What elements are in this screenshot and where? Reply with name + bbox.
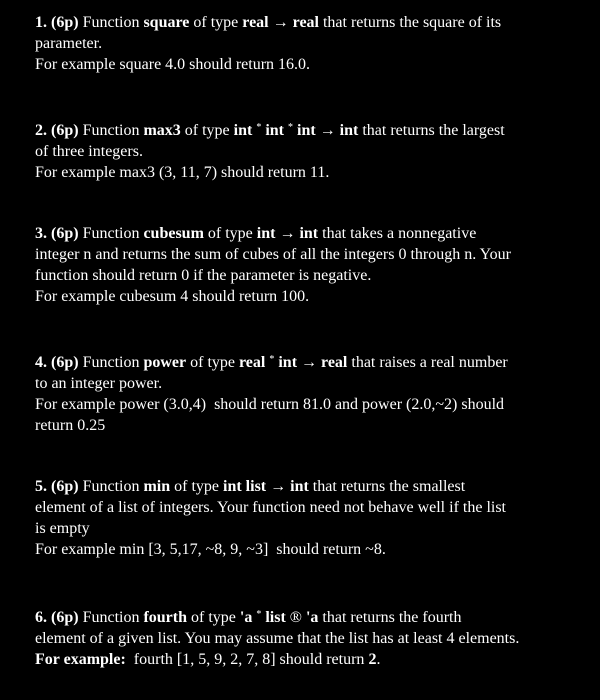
star-icon: * — [256, 122, 262, 133]
star-icon: * — [269, 354, 275, 365]
problem-points: (6p) — [51, 478, 79, 495]
problem-2 — [35, 117, 580, 183]
problem-1 — [35, 12, 580, 75]
function-name: power — [143, 354, 187, 371]
intro-text: Function — [82, 225, 140, 242]
function-name: cubesum — [143, 225, 204, 242]
type-in: int — [256, 225, 276, 242]
example-label: For example: — [35, 651, 126, 668]
type-of-text: of type — [174, 478, 219, 495]
intro-text: Function — [82, 14, 140, 31]
problem-number: 3. — [35, 225, 47, 242]
problem-3 — [35, 223, 580, 307]
problem-points: (6p) — [51, 225, 79, 242]
intro-text: Function — [82, 478, 140, 495]
type-out: 'a — [305, 609, 319, 626]
star-icon: * — [288, 122, 293, 133]
problem-3-example: For example cubesum 4 should return 100. — [35, 288, 310, 305]
function-name: min — [143, 478, 171, 495]
arrow-icon: → — [301, 354, 318, 371]
type-in: int list — [223, 478, 267, 495]
type-out: int — [339, 122, 359, 139]
star-icon: * — [256, 609, 262, 620]
intro-text: Function — [82, 609, 140, 626]
problem-number: 1. — [35, 14, 47, 31]
type-of-text: of type — [184, 122, 230, 139]
description: that returns the fourth — [322, 609, 462, 626]
type-in-3: int — [297, 122, 316, 139]
type-out: int — [290, 478, 309, 495]
type-in: real — [242, 14, 269, 31]
problem-points: (6p) — [51, 354, 79, 371]
registered-arrow-icon: ® — [289, 609, 302, 626]
type-in-2: int — [265, 122, 284, 139]
type-of-text: of type — [193, 14, 239, 31]
problem-2-example: For example max3 (3, 11, 7) should return 11. — [35, 164, 330, 181]
problem-4 — [35, 349, 580, 436]
problem-number: 2. — [35, 122, 47, 139]
type-of-text: of type — [191, 609, 236, 626]
problem-5-line-2: element of a list of integers. Your function need not behave well if the list — [35, 499, 506, 516]
arrow-icon: → — [319, 122, 336, 139]
type-of-text: of type — [207, 225, 253, 242]
description: that takes a nonnegative — [322, 225, 477, 242]
problem-number: 6. — [35, 609, 47, 626]
example-end: . — [376, 651, 381, 668]
problem-4-example-cont: return 0.25 — [35, 417, 106, 434]
problem-6-line-2: element of a given list. You may assume that the list has at least 4 elements. — [35, 630, 520, 647]
intro-text: Function — [82, 122, 140, 139]
problem-number: 4. — [35, 354, 47, 371]
description: that returns the smallest — [312, 478, 466, 495]
problem-6 — [35, 604, 580, 670]
type-of-text: of type — [190, 354, 235, 371]
example-result: 2 — [368, 651, 377, 668]
function-name: square — [143, 14, 190, 31]
problem-5-example: For example min [3, 5,17, ~8, 9, ~3] should return ~8. — [35, 541, 386, 558]
type-in-1: real — [238, 354, 266, 371]
problem-3-line-3: function should return 0 if the parameter is negative. — [35, 267, 372, 284]
problem-3-line-1 — [35, 223, 580, 244]
type-in-2: list — [265, 609, 286, 626]
problem-1-example: For example square 4.0 should return 16.0. — [35, 56, 311, 73]
problem-1-line-2: parameter. — [35, 35, 103, 52]
problem-2-line-2: of three integers. — [35, 143, 143, 160]
type-out: real — [321, 354, 348, 371]
problem-number: 5. — [35, 478, 47, 495]
arrow-icon: → — [272, 14, 289, 31]
problem-6-example — [35, 649, 580, 670]
problem-points: (6p) — [51, 122, 79, 139]
function-name: max3 — [143, 122, 181, 139]
type-out: real — [292, 14, 319, 31]
problem-5-line-1 — [35, 476, 580, 497]
problem-3-line-2: integer n and returns the sum of cubes of all the integers 0 through n. Your — [35, 246, 511, 263]
problem-4-example: For example power (3.0,4) should return 81.0 and power (2.0,~2) should — [35, 396, 505, 413]
problem-5 — [35, 476, 580, 560]
problem-4-line-2: to an integer power. — [35, 375, 163, 392]
description: that raises a real number — [351, 354, 508, 371]
problem-2-line-1 — [35, 117, 580, 141]
intro-text: Function — [82, 354, 140, 371]
type-in-1: int — [233, 122, 253, 139]
arrow-icon: → — [270, 478, 287, 495]
type-in-1: 'a — [239, 609, 253, 626]
function-name: fourth — [143, 609, 188, 626]
problem-points: (6p) — [51, 609, 79, 626]
problem-6-line-1 — [35, 604, 580, 628]
problem-points: (6p) — [51, 14, 79, 31]
example-text: fourth [1, 5, 9, 2, 7, 8] should return — [133, 651, 365, 668]
problem-5-line-3: is empty — [35, 520, 90, 537]
type-in-2: int — [278, 354, 298, 371]
problem-1-line-1 — [35, 12, 580, 33]
problem-4-line-1 — [35, 349, 580, 373]
description: that returns the largest — [362, 122, 505, 139]
type-out: int — [299, 225, 319, 242]
description: that returns the square of its — [322, 14, 502, 31]
arrow-icon: → — [279, 225, 296, 242]
